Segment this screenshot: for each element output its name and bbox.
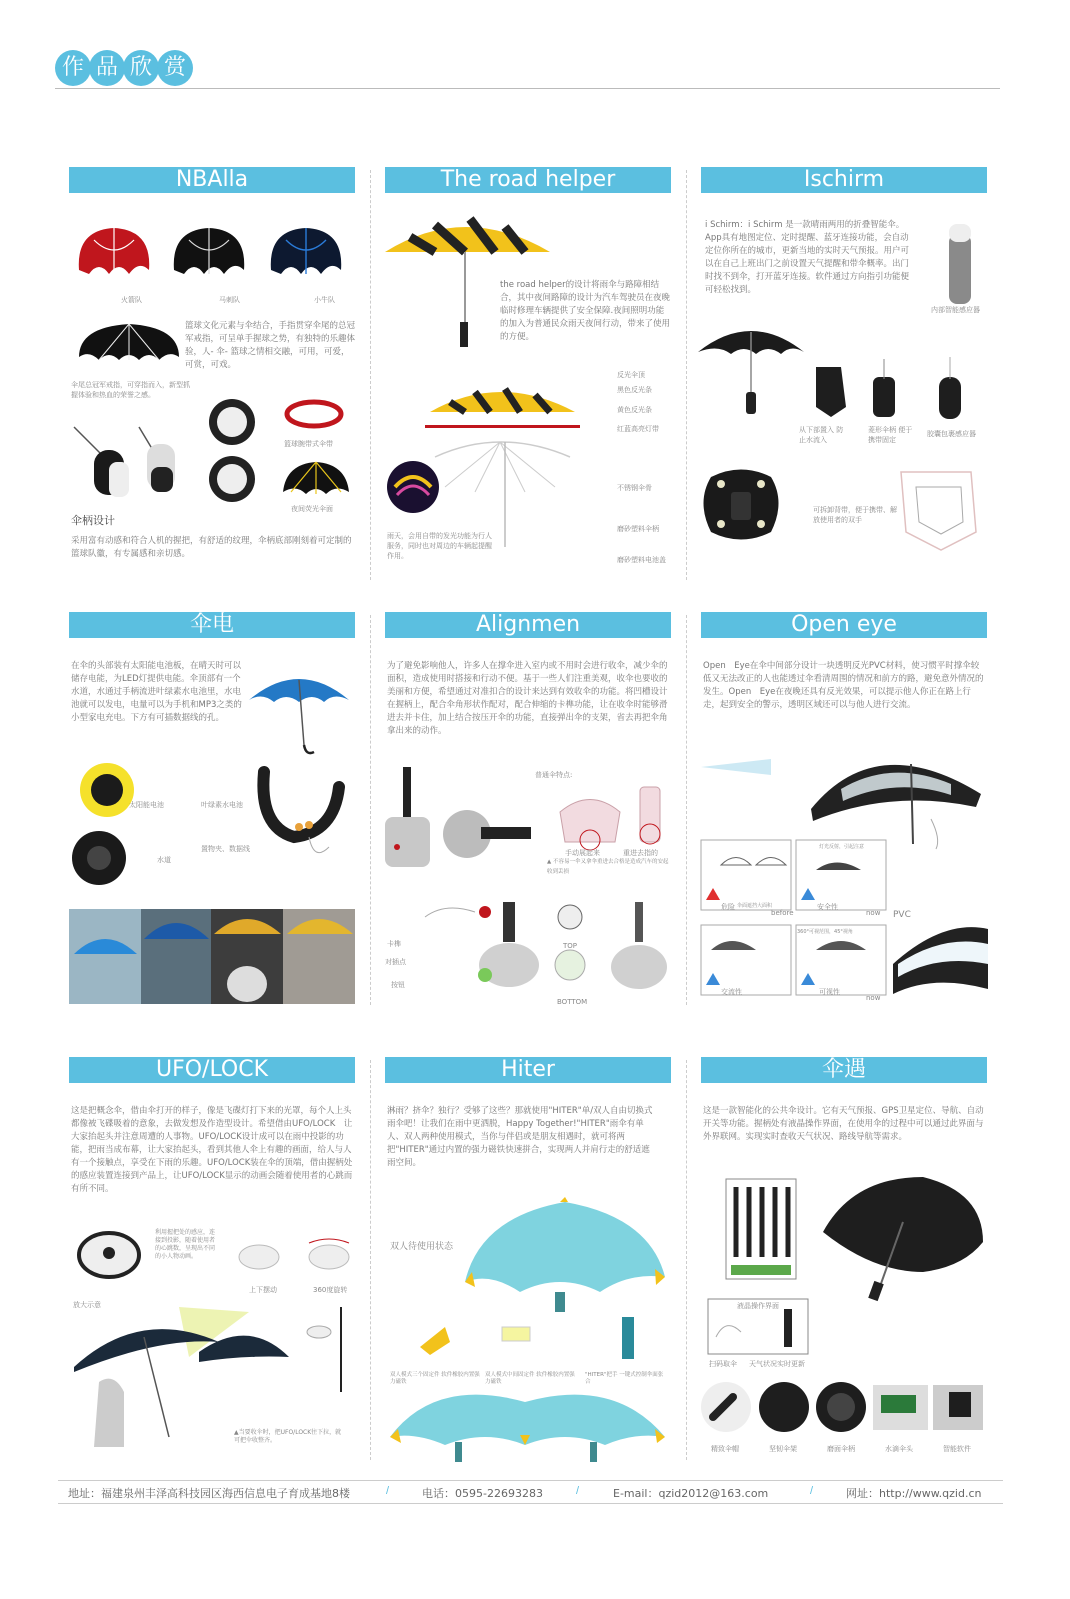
hiter-parts-illustration xyxy=(390,1307,660,1367)
pvc-detail-illustration xyxy=(893,919,988,994)
caption-glow: 夜间荧光伞面 xyxy=(291,505,333,513)
hiter-umbrella-illustration xyxy=(460,1197,670,1307)
road-note: 雨天，会用自带的发光功能为行人服务，同时也对周边的车辆起提醒作用。 xyxy=(387,532,492,560)
road-label: 黄色反光条 xyxy=(617,406,652,414)
footer-rule xyxy=(58,1480,1003,1481)
panel-title: The road helper xyxy=(385,167,671,193)
title-char: 赏 xyxy=(157,50,193,86)
hiter-sub-label: 双人待使用状态 xyxy=(390,1242,454,1252)
sandian-description: 在伞的头部装有太阳能电池板，在晴天时可以储存电能，为LED灯提供电能。伞顶部有一个水道，水通过手柄流进叶绿素水电池里，水电池就可以发电，电量可以为手机和MP3之类的小型家电充电。下方有可插数据线的孔。 xyxy=(71,661,242,723)
openeye-comparison-sketches xyxy=(701,840,891,1000)
hiter-label: 双人模式中间固定件 软件橡胶内置强力磁铁 xyxy=(485,1372,575,1385)
header-rule xyxy=(55,88,1000,89)
sandian-label: 水道 xyxy=(157,856,171,864)
road-label: 磨砂塑料伞柄 xyxy=(617,525,659,533)
page-title xyxy=(55,50,191,86)
handle-battery-illustration xyxy=(254,767,354,867)
alignmen-handles xyxy=(385,762,535,882)
page-header xyxy=(55,50,1000,90)
alignmen-sub-label: 普通伞特点: xyxy=(535,771,573,779)
sensor-illustration xyxy=(941,222,981,307)
panel-title: 伞遇 xyxy=(701,1057,987,1083)
openeye-umbrella-illustration xyxy=(701,729,987,839)
ischirm-caption: 胶囊包裹感应器 xyxy=(927,430,976,438)
sanyu-label: 天气状况实时更新 xyxy=(749,1360,805,1368)
road-label: 反光伞顶 xyxy=(617,371,645,379)
column-separator xyxy=(370,615,371,1005)
panel-title: 伞电 xyxy=(69,612,355,638)
panel-alignmen xyxy=(385,612,671,1007)
alignmen-label: 对插点 xyxy=(385,958,406,966)
sanyu-label: 扫码取伞 xyxy=(709,1360,737,1368)
panel-title: UFO/LOCK xyxy=(69,1057,355,1083)
caption-wristband: 篮球腕带式伞带 xyxy=(284,440,333,448)
openeye-label: 交流性 xyxy=(721,988,742,996)
caption-rockets: 火箭队 xyxy=(121,296,142,304)
openeye-label: now xyxy=(866,909,881,917)
panel-title: Hiter xyxy=(385,1057,671,1083)
sanyu-label: 水滴伞头 xyxy=(885,1445,913,1453)
ischirm-caption: 从下部置入 防止水流入 xyxy=(799,426,844,444)
hiter-label: 双人模式三个固定件 软件橡胶内置强力磁铁 xyxy=(390,1372,480,1385)
sandian-label: 置物夹、数据线 xyxy=(201,845,250,853)
column-separator xyxy=(370,1060,371,1460)
caption-spurs: 马刺队 xyxy=(219,296,240,304)
team-umbrellas-illustration xyxy=(69,225,355,305)
road-exploded-diagram xyxy=(385,357,615,557)
folding-umbrella-illustration xyxy=(696,312,806,422)
panel-road-helper xyxy=(385,167,671,577)
footer-separator: / xyxy=(810,1485,814,1497)
sanyu-label: 坚韧伞架 xyxy=(769,1445,797,1453)
footer-email[interactable]: E-mail：qzid2012@163.com xyxy=(613,1487,769,1500)
road-label: 不锈钢伞骨 xyxy=(617,484,652,492)
footer xyxy=(58,1480,1003,1504)
handle-description: 采用富有动感和符合人机的握把，有舒适的纹理，伞柄底部刚刻着可定制的篮球队徽，有专属感和亲切感。 xyxy=(71,536,352,559)
wristband-illustration xyxy=(284,399,344,429)
sanyu-label: 磨面伞柄 xyxy=(827,1445,855,1453)
column-separator xyxy=(370,170,371,580)
alignmen-warning: ▲ 不容易一伞又拿伞重进去合格是造成汽车的安起收到丢损 xyxy=(547,859,669,875)
footer-rule xyxy=(58,1503,1003,1504)
ufo-device-illustration xyxy=(74,1225,154,1295)
alignmen-exploded xyxy=(385,897,671,1007)
footer-separator: / xyxy=(386,1485,390,1497)
caption-mavericks: 小牛队 xyxy=(314,296,335,304)
nballa-description: 篮球文化元素与伞结合，手指贯穿伞尾的总冠军戒指，可呈单手握球之势，有独特的乐趣体验，人- 伞- 篮球之情相交融，可用，可爱，可赏，可戏。 xyxy=(185,321,356,370)
alignmen-label: 手动展起来 xyxy=(565,849,600,857)
column-separator xyxy=(686,615,687,1005)
umbrella-stand-illustration xyxy=(721,1177,801,1287)
sanyu-umbrella-illustration xyxy=(813,1172,988,1302)
hiter-double-umbrella xyxy=(385,1377,671,1467)
road-label: 黑色反光条 xyxy=(617,386,652,394)
column-separator xyxy=(686,1060,687,1460)
ufo-motion-illustration xyxy=(229,1237,359,1277)
title-char: 作 xyxy=(55,50,91,86)
handle-parts-illustration xyxy=(811,357,981,427)
openeye-label: 可视性 xyxy=(819,988,840,996)
footer-separator: / xyxy=(576,1485,580,1497)
glow-umbrella-illustration xyxy=(281,462,351,502)
strap-note: 可拆卸背带，便于携带、解放使用者的双手 xyxy=(813,506,897,524)
panel-hiter xyxy=(385,1057,671,1462)
blue-umbrella-illustration xyxy=(244,660,354,760)
openeye-label: 安全性 xyxy=(817,903,838,911)
title-char: 欣 xyxy=(123,50,159,86)
openeye-label: 360°可视范围，45°视角 xyxy=(797,929,853,935)
column-separator xyxy=(686,170,687,580)
ufo-label: 放大示意 xyxy=(73,1301,101,1309)
alignmen-label: 卡榫 xyxy=(387,940,401,948)
road-description: the road helper的设计将雨伞与路障相结合，其中夜间路障的设计为汽车驾驶员在夜晚临时修理车辆提供了安全保障.夜间照明功能的加入为普通民众雨天夜间行动，带来了使用的方便。 xyxy=(500,280,671,342)
alignmen-label: 重进去指的 xyxy=(623,849,658,857)
handle-heading: 伞柄设计 xyxy=(71,515,115,527)
alignmen-label: TOP xyxy=(563,942,578,950)
sandian-label: 叶绿素水电池 xyxy=(201,801,243,809)
road-label: 红蓝高亮灯带 xyxy=(617,425,659,433)
panel-title: Open eye xyxy=(701,612,987,638)
ring-note: 伞尾总冠军戒指，可穿指而入，新型抓握体验和热血的荣誉之感。 xyxy=(71,381,190,399)
ufo-label: ▲当要收伞时，把UFO/LOCK往下拉，就可把伞收整齐。 xyxy=(234,1429,342,1444)
panel-title: Ischirm xyxy=(701,167,987,193)
ufo-label: 利用握把处的感应，连接到投影，随着使用者的心跳数，呈现出不同的小人物动画。 xyxy=(155,1229,216,1260)
openeye-label: 灯光反射，引起注意 xyxy=(819,844,865,850)
panel-nballa xyxy=(69,167,355,577)
openeye-label: now xyxy=(866,994,881,1002)
ufo-description: 这是把概念伞，借由伞打开的样子，像是飞碟灯打下来的光罩，每个人上头都像被飞碟吸着的意象，去做发想及作造型设计。希望借由UFO/LOCK 让大家抬起头并注意周遭的人事物。UFO/LOCK设计成可以在雨中投影的功能，把雨当成布幕，让大家抬起头，看到其他人伞上有趣的画面，给人与人有一个接触点，享受在下雨的乐趣。UFO/LOCK装在伞的顶端，借由握柄处的感应装置连接到产品上，让UFO/LOCK显示的动画会随着使用者的心跳而有所不同。 xyxy=(71,1106,353,1194)
panel-ufo xyxy=(69,1057,355,1462)
alignmen-label: 按钮 xyxy=(391,981,405,989)
ischirm-description: i Schirm：i Schirm 是一款晴雨两用的折叠智能伞。App具有地图定位、定时提醒、蓝牙连接功能，会自动定位你所在的城市，更新当地的实时天气预报。用户可以在自己上班出门之前设置天气提醒和带伞概率。出门时找不到伞，打开蓝牙连接。软件通过方向指引功能便可轻松找到。 xyxy=(705,220,910,295)
ufo-label: 360度旋转 xyxy=(313,1286,348,1294)
footer-phone: 电话：0595-22693283 xyxy=(422,1487,543,1500)
sanyu-description: 这是一款智能化的公共伞设计。它有天气预报、GPS卫星定位、导航、自动开关等功能。握柄处有液晶操作界面，在使用伞的过程中可以通过此界面与外界联网。实现实时查收天气状况、路线导航等需求。 xyxy=(703,1106,984,1142)
alignmen-label: BOTTOM xyxy=(557,998,588,1006)
panel-title: Alignmen xyxy=(385,612,671,638)
panel-sanyu xyxy=(701,1057,987,1462)
black-umbrella-illustration xyxy=(74,322,184,382)
openeye-description: Open Eye在伞中间部分设计一块透明反光PVC材料，使习惯平时撑伞较低又无法改正的人也能透过伞看清周围的情况和前方的路，避免意外情况的发生。Open Eye在夜晚还具有反光效果，可以提示他人你正在路上行走，起到安全的警示，透明区域还可以与他人进行交流。 xyxy=(703,661,984,710)
badges-illustration xyxy=(207,397,267,507)
panel-openeye xyxy=(701,612,987,1007)
hiter-description: 淋雨？挤伞？独行？受够了这些？那就使用"HITER"单/双人自由切换式雨伞吧！让我们在雨中更洒脱，Happy Together!"HITER"雨伞有单人、双人两种使用模式，当你与伴侣或是朋友相遇时，就可将两把"HITER"通过内置的强力磁铁快速拼合，实现两人并肩行走的舒适遮雨空间。 xyxy=(387,1106,653,1168)
ufo-label: 上下摆动 xyxy=(249,1286,277,1294)
panel-sandian xyxy=(69,612,355,1007)
sanyu-label: 精致伞帽 xyxy=(711,1445,739,1453)
panel-ischirm xyxy=(701,167,987,577)
solar-cell-illustration xyxy=(79,762,139,822)
footer-website[interactable]: 网址：http://www.qzid.cn xyxy=(846,1487,982,1500)
sanyu-details-illustration xyxy=(701,1377,987,1442)
openeye-label: 危险 xyxy=(721,903,735,911)
openeye-label: 伞面遮挡大面积 xyxy=(737,903,773,909)
hiter-label: "HITER"把手 一键式控制伞面张合 xyxy=(585,1372,664,1385)
ischirm-caption: 菱形伞柄 便于携带固定 xyxy=(868,426,913,444)
road-label: 磨砂塑料电池盖 xyxy=(617,556,666,564)
handle-illustration xyxy=(69,422,199,502)
openeye-label: before xyxy=(771,909,794,917)
scene-photos xyxy=(69,909,355,1004)
sanyu-label: 液晶操作界面 xyxy=(737,1302,779,1310)
water-channel-illustration xyxy=(71,830,131,890)
openeye-label: PVC xyxy=(893,910,911,920)
title-char: 品 xyxy=(89,50,125,86)
ischirm-caption: 内部智能感应器 xyxy=(931,306,980,314)
sanyu-label: 智能软件 xyxy=(943,1445,971,1453)
alignmen-description: 为了避免影响他人，许多人在撑伞进入室内或不用时会进行收伞，减少伞的面积，造成使用时搭接和行动不便。基于一些人们注重美观，收伞也要收的美丽和方便，希望通过对准扣合的设计来达到有效收伞的功能。将凹槽设计在握柄上，配合伞角形状作配对，配合伸缩的卡榫功能，让在收伞时能够滑进去并卡住，加上结合按压开伞的功能，直接弹出伞的支架，省去再把伞角拿出来的动作。 xyxy=(387,661,668,736)
panel-title: NBAlla xyxy=(69,167,355,193)
sandian-label: 太阳能电池 xyxy=(129,801,164,809)
footer-address: 地址：福建泉州丰泽高科技园区海西信息电子育成基地8楼 xyxy=(68,1487,350,1500)
